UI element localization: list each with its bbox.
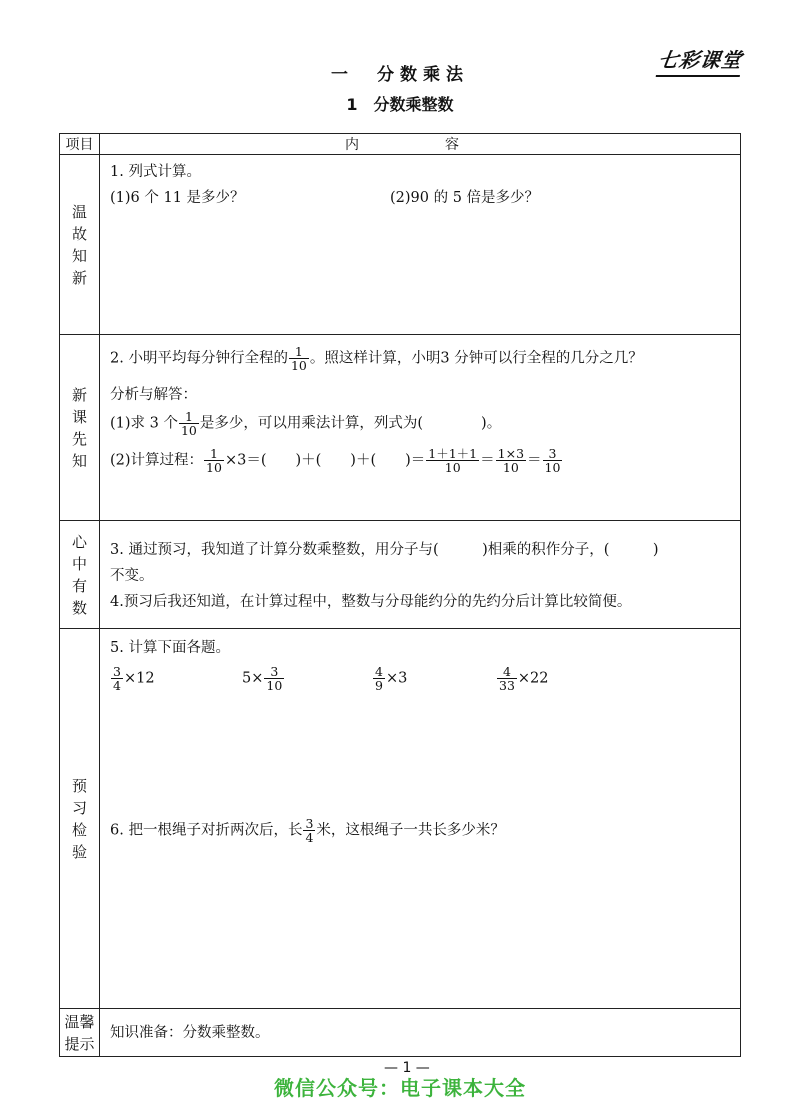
expr-4: $\frac{4}{33}$ ×22	[499, 664, 549, 693]
lesson-title: 1 分数乘整数	[346, 95, 454, 114]
section-label-preview	[60, 335, 100, 521]
check-content	[100, 629, 741, 1009]
expr-1: $\frac{3}{4}$ ×12	[113, 664, 155, 693]
review-content	[100, 155, 741, 335]
p2-mid: ×3＝( )＋( )＋( )＝	[224, 452, 426, 469]
mind-label: 心中有数	[71, 532, 87, 617]
check-label: 预习检验	[71, 776, 87, 861]
section-label-review	[60, 155, 100, 335]
header-col-content	[100, 134, 741, 155]
fraction-one-tenth-2: $\frac{1}{10}$	[180, 409, 197, 438]
review-label: 温故知新	[71, 202, 87, 287]
section-label-mind	[60, 521, 100, 629]
section-label-tip	[60, 1009, 100, 1057]
analysis-heading: 分析与解答：	[110, 387, 197, 403]
table-header-row	[60, 134, 741, 155]
header-content-label: 内 容	[345, 137, 495, 153]
q1-part-b: (2)90 的 5 倍是多少？	[390, 190, 540, 206]
q6-post: 米，这根绳子一共长多少米？	[316, 822, 505, 839]
q4-line: 4.预习后我还知道，在计算过程中，整数与分母能约分的先约分后计算比较简便。	[110, 594, 632, 610]
q2-pre: 2. 小明平均每分钟行全程的	[110, 350, 288, 367]
header-col-item: 项目	[60, 134, 100, 155]
section-preview	[60, 335, 741, 521]
q1-part-a: (1)6 个 11 是多少？	[110, 190, 245, 206]
section-check	[60, 629, 741, 1009]
brand-logo: 七彩课堂	[656, 44, 745, 77]
mind-content	[100, 521, 741, 629]
tip-content	[100, 1009, 741, 1057]
q3-line-a: 3. 通过预习，我知道了计算分数乘整数，用分子与( )相乘的积作分子，( )	[110, 542, 659, 558]
q2-post: 。照这样计算，小明3 分钟可以行全程的几分之几？	[309, 350, 643, 367]
q6-pre: 6. 把一根绳子对折两次后，长	[110, 822, 303, 839]
page-number: — 1 —	[384, 1060, 430, 1076]
q5-title: 5. 计算下面各题。	[110, 640, 230, 656]
section-mind	[60, 521, 741, 629]
fraction-three-quarters: $\frac{3}{4}$	[305, 816, 314, 845]
q5-expressions	[110, 665, 740, 701]
watermark-text: 微信公众号：电子课本大全	[274, 1076, 526, 1100]
q6-line	[110, 817, 740, 844]
section-review	[60, 155, 741, 335]
fraction-sum: $\frac{1+1+1}{10}$	[428, 446, 478, 475]
equals-1: ＝	[480, 452, 495, 469]
preview-content	[100, 335, 741, 521]
p2-pre: (2)计算过程：	[110, 452, 204, 469]
fraction-one-tenth-3: $\frac{1}{10}$	[206, 446, 222, 475]
q1-row	[110, 187, 740, 209]
q2-line	[110, 345, 740, 372]
q3-line-b: 不变。	[110, 568, 154, 584]
fraction-result: $\frac{3}{10}$	[544, 446, 561, 475]
p1-post: 是多少，可以用乘法计算，列式为( )。	[199, 415, 502, 432]
equals-2: ＝	[527, 452, 542, 469]
unit-title: 一 分数乘法	[331, 65, 469, 85]
tip-text: 知识准备：分数乘整数。	[110, 1024, 270, 1041]
section-tip	[60, 1009, 741, 1057]
q1-title: 1. 列式计算。	[110, 164, 201, 180]
expr-3: $\frac{4}{9}$ ×3	[375, 664, 408, 693]
fraction-product: $\frac{1\times 3}{10}$	[497, 446, 525, 475]
p1-pre: (1)求 3 个	[110, 415, 178, 432]
preview-label: 新课先知	[71, 385, 87, 470]
worksheet-table	[59, 133, 741, 1057]
expr-2: 5× $\frac{3}{10}$	[242, 664, 283, 693]
tip-label: 温馨提示	[64, 1012, 95, 1053]
fraction-one-tenth: $\frac{1}{10}$	[290, 344, 307, 373]
section-label-check	[60, 629, 100, 1009]
p1-line	[110, 410, 740, 437]
p2-line	[110, 447, 740, 474]
